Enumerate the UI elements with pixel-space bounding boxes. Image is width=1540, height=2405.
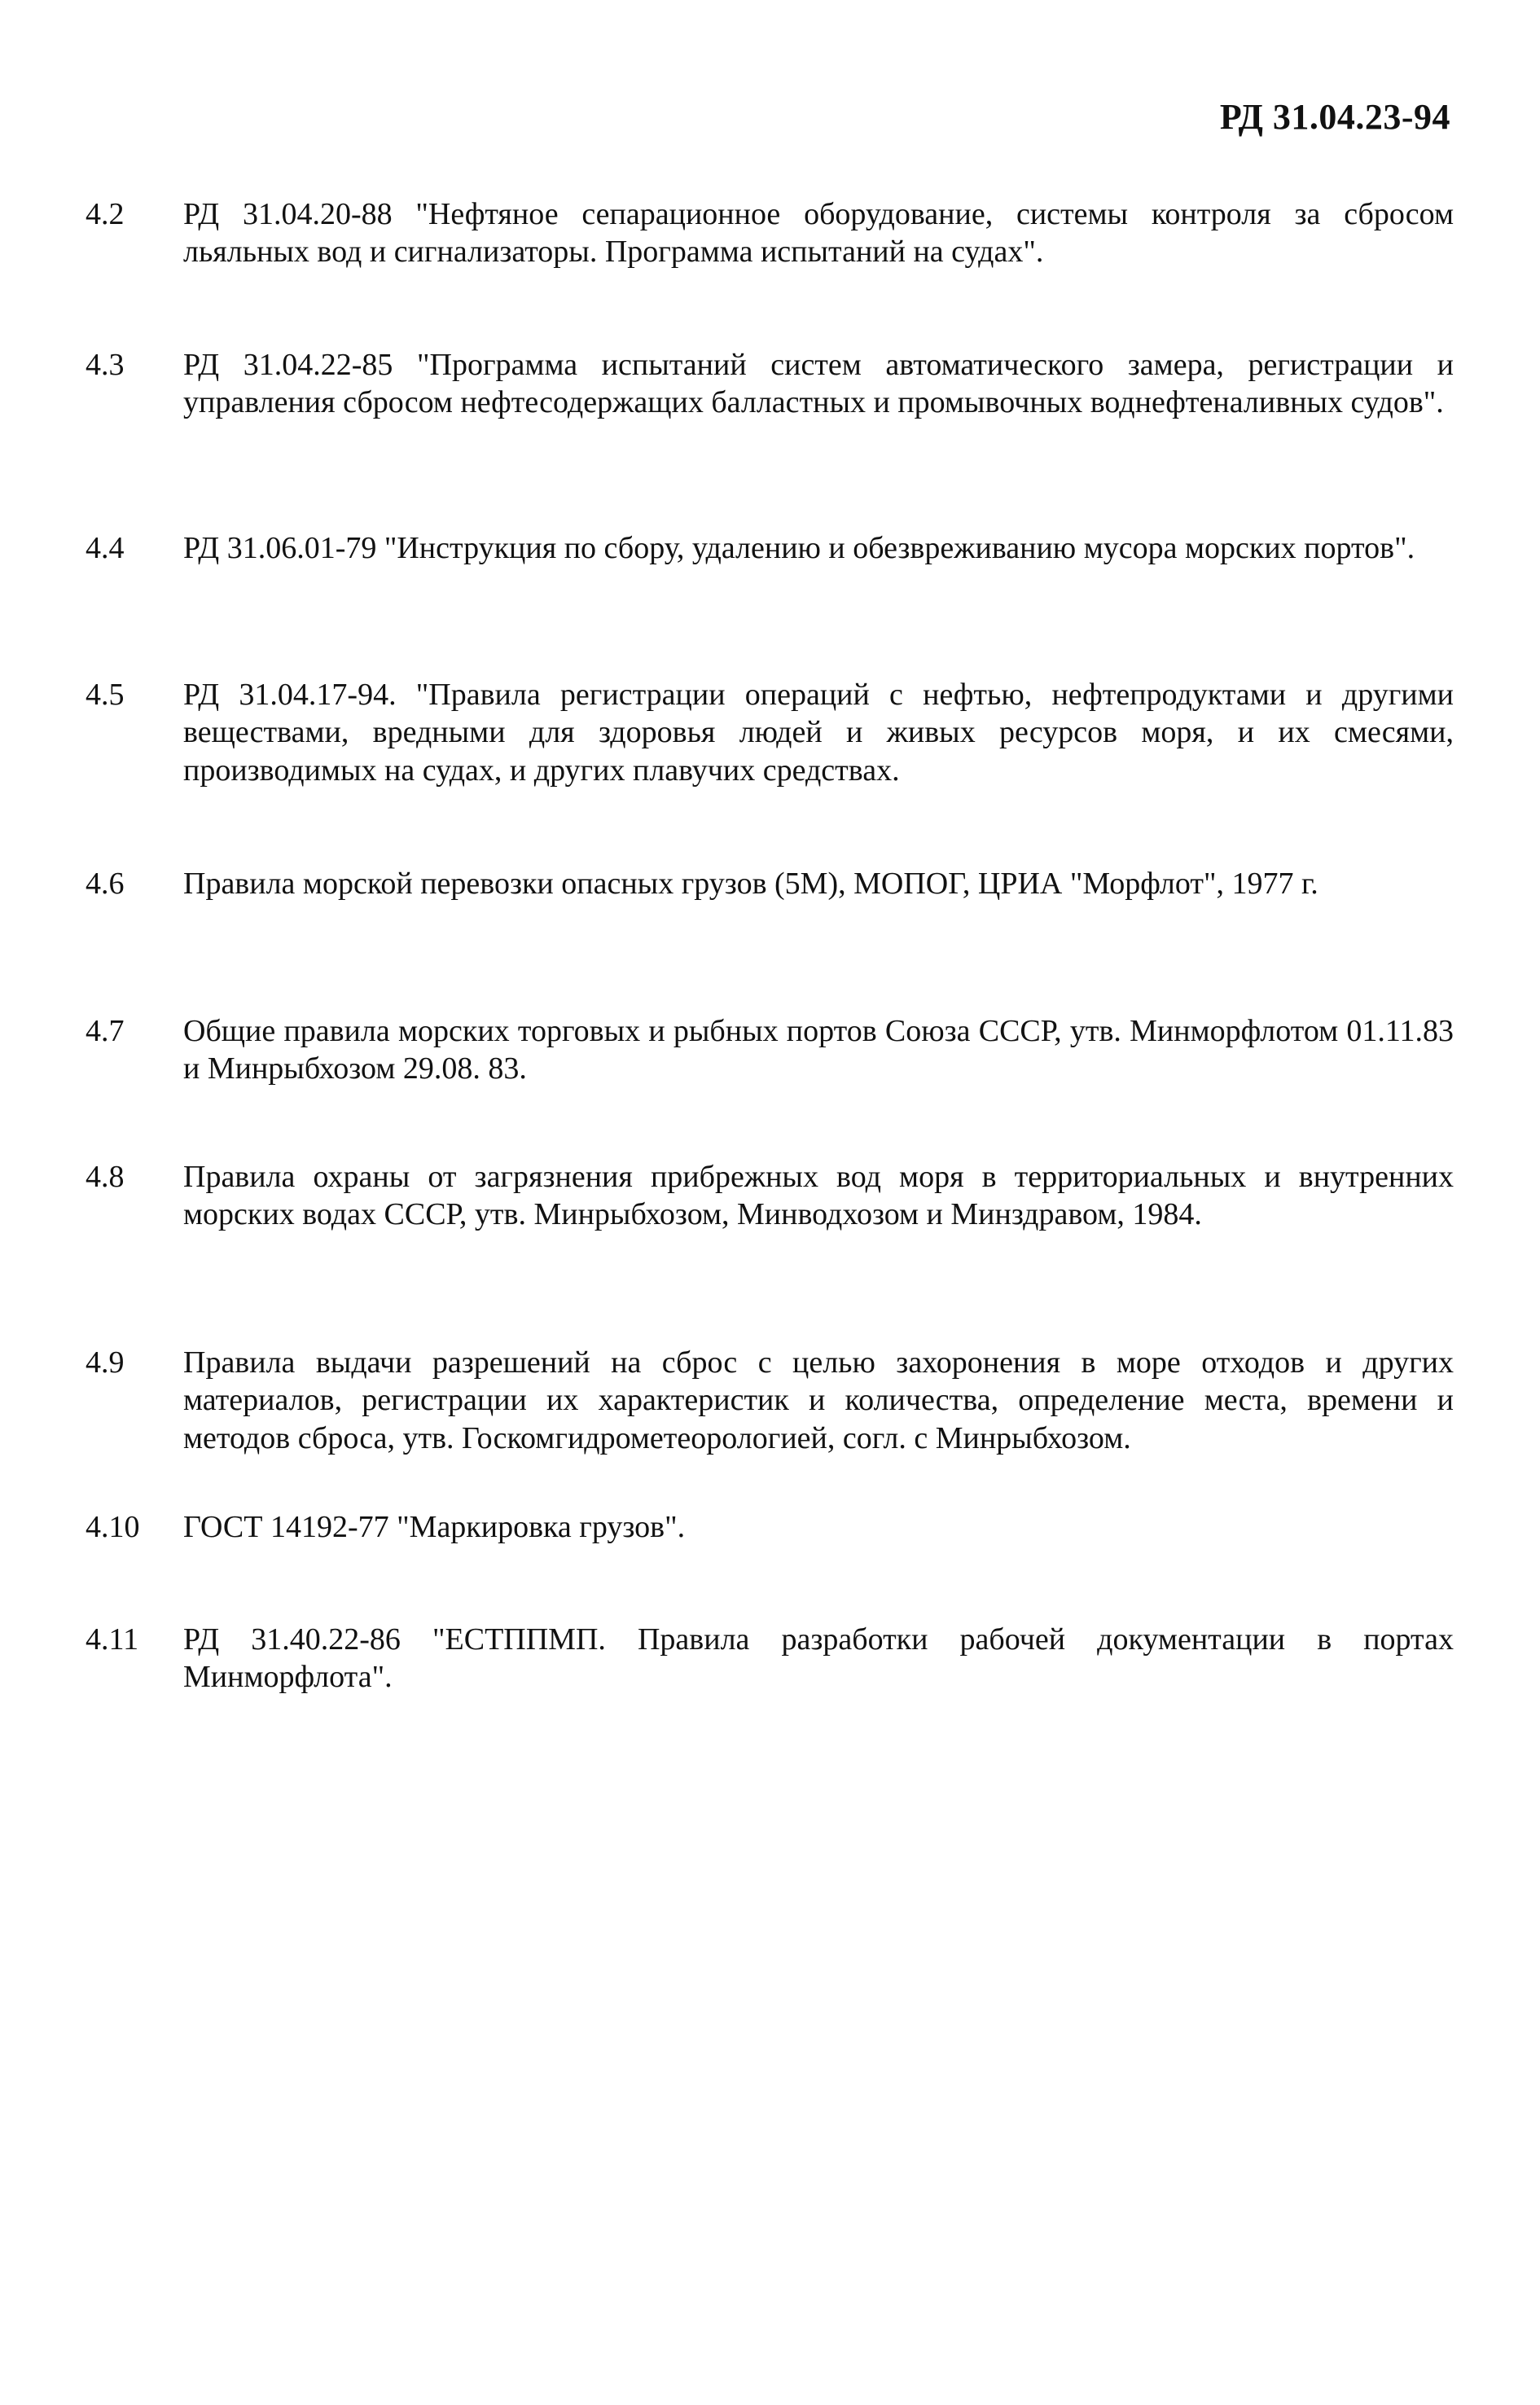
item-text: РД 31.04.20-88 "Нефтяное сепарационное оборудование, системы контроля за сбросом льяльных вод и сигнализаторы. Программа испытаний на судах".	[183, 197, 1454, 270]
list-item-4-11	[86, 1621, 1454, 1696]
item-text: Правила выдачи разрешений на сброс с целью захоронения в море отходов и других материалов, регистрации их характеристик и количества, определение места, времени и методов сброса, утв. Госкомгидрометеорологией, согл. с Минрыбхозом.	[183, 1345, 1454, 1455]
list-item-4-6	[86, 865, 1454, 902]
list-item-4-4	[86, 529, 1454, 567]
item-number: 4.5	[86, 678, 125, 712]
item-text: РД 31.40.22-86 "ЕСТППМП. Правила разработки рабочей документации в портах Минморфлота".	[183, 1622, 1454, 1695]
item-number: 4.8	[86, 1160, 125, 1194]
item-text: РД 31.06.01-79 "Инструкция по сбору, удалению и обезвреживанию мусора морских портов".	[183, 531, 1415, 565]
item-number: 4.3	[86, 348, 125, 382]
item-number: 4.9	[86, 1345, 125, 1380]
list-item-4-2	[86, 195, 1454, 271]
document-code: РД 31.04.23-94	[1219, 97, 1450, 137]
item-text: РД 31.04.17-94. "Правила регистрации операций с нефтью, нефтепродуктами и другими веществами, вредными для здоровья людей и живых ресурсов моря, и их смесями, производимых на судах, и других плавучих средствах.	[183, 678, 1454, 788]
list-item-4-3	[86, 346, 1454, 422]
item-number: 4.2	[86, 197, 125, 231]
item-number: 4.7	[86, 1014, 125, 1048]
list-item-4-5	[86, 676, 1454, 789]
list-item-4-8	[86, 1158, 1454, 1234]
item-number: 4.6	[86, 867, 125, 901]
list-item-4-10	[86, 1508, 1454, 1546]
item-number: 4.11	[86, 1622, 139, 1657]
list-item-4-7	[86, 1012, 1454, 1088]
item-text: ГОСТ 14192-77 "Маркировка грузов".	[183, 1510, 686, 1544]
list-item-4-9	[86, 1344, 1454, 1457]
item-text: Правила охраны от загрязнения прибрежных вод моря в территориальных и внутренних морских водах СССР, утв. Минрыбхозом, Минводхозом и Минздравом, 1984.	[183, 1160, 1454, 1232]
item-text: РД 31.04.22-85 "Программа испытаний систем автоматического замера, регистрации и управления сбросом нефтесодержащих балластных и промывочных воднефтеналивных судов".	[183, 348, 1454, 420]
item-number: 4.4	[86, 531, 125, 565]
item-text: Правила морской перевозки опасных грузов (5М), МОПОГ, ЦРИА "Морфлот", 1977 г.	[183, 867, 1318, 901]
item-number: 4.10	[86, 1510, 140, 1544]
item-text: Общие правила морских торговых и рыбных портов Союза СССР, утв. Минморфлотом 01.11.83 и Минрыбхозом 29.08. 83.	[183, 1014, 1454, 1086]
